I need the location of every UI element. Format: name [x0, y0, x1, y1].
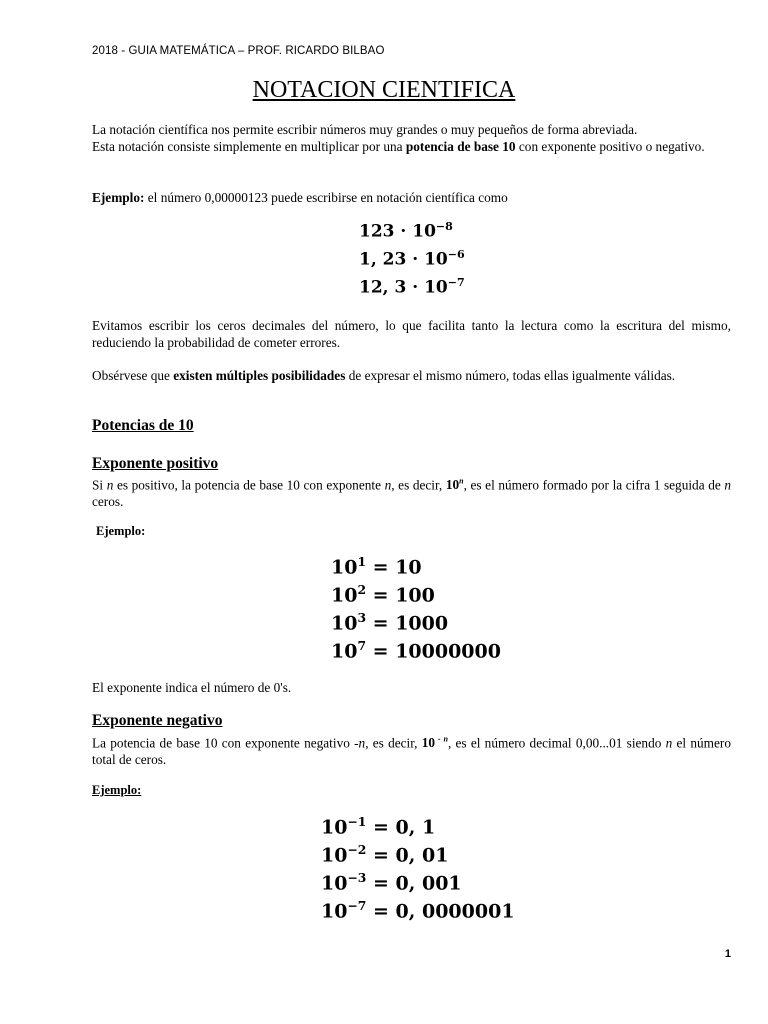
example1-equation-1: $123 \cdot 10^{-8}$ — [359, 220, 453, 242]
avoid-paragraph: Evitamos escribir los ceros decimales del número, lo que facilita tanto la lectura como la escritura del mismo, reduciendo la probabilidad de cometer errores. — [92, 318, 731, 350]
negative-equation-3: $10^{-3} = 0$, 001 — [321, 870, 462, 895]
example1-line — [92, 189, 731, 206]
positive-equation-1: $10^1 = 10$ — [331, 554, 422, 579]
negative-equation-1: $10^{-1} = 0$, 1 — [321, 814, 436, 839]
positive-equation-4: $10^7 = 10000000$ — [331, 638, 501, 663]
negative-equation-4: $10^{-7} = 0$, 0000001 — [321, 898, 515, 923]
positive-note: El exponente indica el número de 0's. — [92, 680, 292, 695]
positive-heading: Exponente positivo — [92, 455, 219, 472]
intro-paragraph — [92, 121, 731, 155]
negative-example-label: Ejemplo: — [92, 783, 142, 797]
example1-text: el número 0,00000123 puede escribirse en notación científica como — [144, 190, 508, 205]
positive-paragraph: Si n es positivo, la potencia de base 10 con exponente n, es decir, 10$^n$, es el número formado por la cifra 1 seguida de n ceros. — [92, 477, 732, 510]
negative-equation-2: $10^{-2} = 0$, 01 — [321, 842, 449, 867]
positive-equation-3: $10^3 = 1000$ — [331, 610, 449, 635]
intro-text-end: con exponente positivo o negativo. — [515, 139, 705, 154]
section-powers-heading: Potencias de 10 — [92, 417, 194, 434]
negative-heading: Exponente negativo — [92, 712, 223, 729]
page-header: 2018 - GUIA MATEMÁTICA – PROF. RICARDO BILBAO — [92, 45, 385, 57]
page-title: NOTACION CIENTIFICA — [252, 77, 516, 103]
example1-label: Ejemplo: — [92, 190, 145, 205]
intro-bold: potencia de base 10 — [405, 139, 516, 154]
intro-text: Esta notación consiste simplemente en multiplicar por una — [92, 139, 406, 154]
example1-equation-2: 1, $23 \cdot 10^{-6}$ — [359, 248, 465, 270]
power-10n: 10$^n$ — [445, 477, 464, 493]
example1-equation-3: 12, $3 \cdot 10^{-7}$ — [359, 276, 465, 298]
page-number: 1 — [724, 948, 731, 960]
intro-line-1: La notación científica nos permite escribir números muy grandes o muy pequeños de forma abreviada. — [92, 122, 638, 137]
positive-equation-2: $10^2 = 100$ — [331, 582, 435, 607]
observe-bold: existen múltiples posibilidades — [173, 368, 346, 383]
negative-paragraph: La potencia de base 10 con exponente negativo -n, es decir, 10 $^{- n}$, es el número decimal 0,00...01 siendo n el número total de ceros. — [92, 735, 731, 768]
power-10-neg-n: 10 $^{- n}$ — [421, 735, 448, 751]
positive-example-label: Ejemplo: — [96, 524, 146, 538]
observe-paragraph: Obsérvese que existen múltiples posibilidades de expresar el mismo número, todas ellas igualmente válidas. — [92, 368, 676, 383]
